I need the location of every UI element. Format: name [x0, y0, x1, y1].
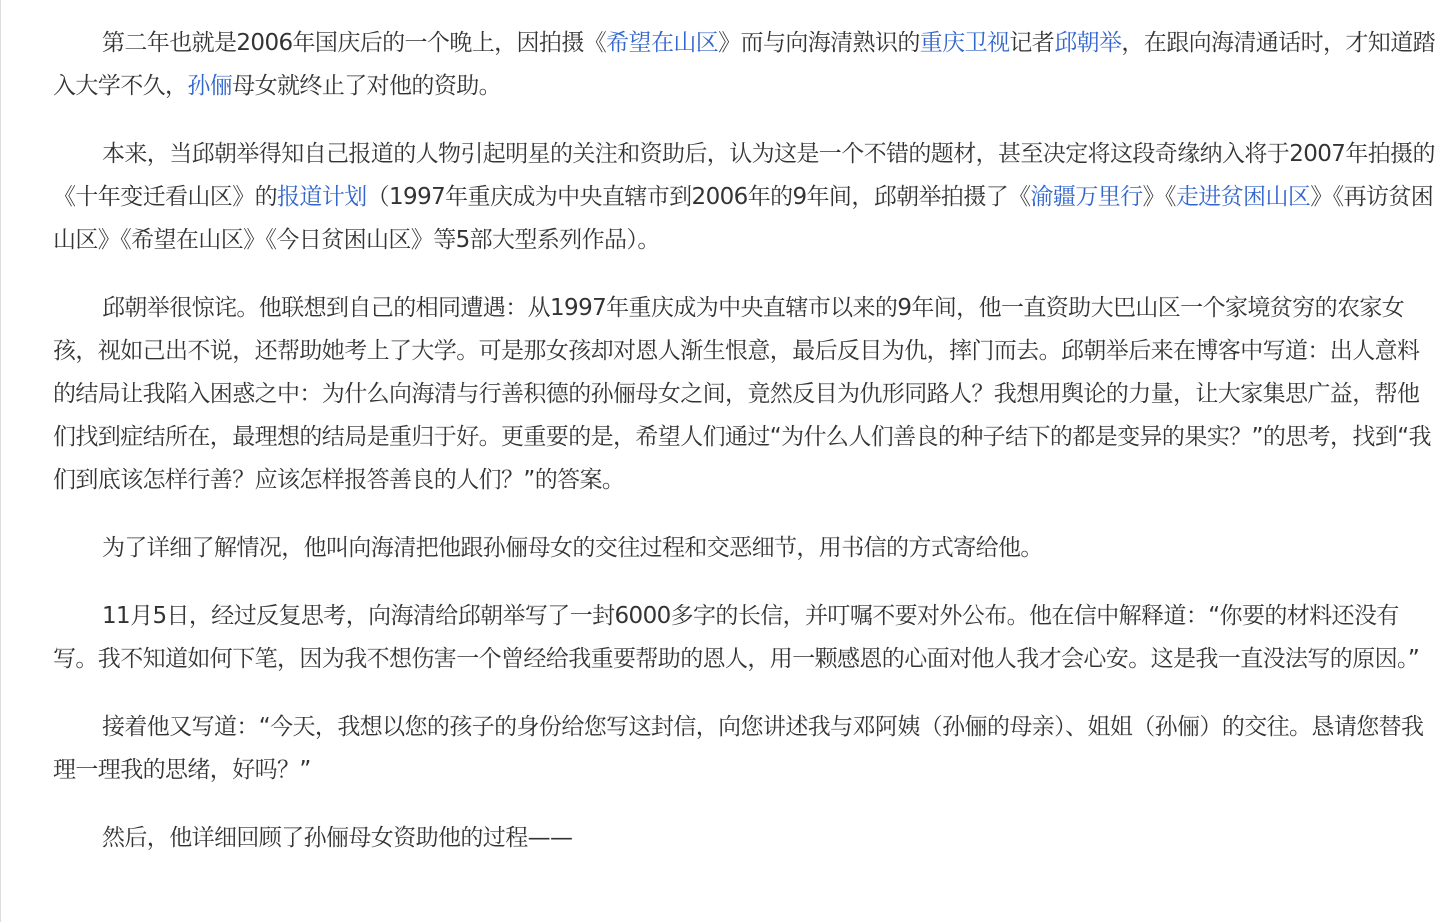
- p2-text-4: 》《再访贫困山区》《希望在山区》《今日贫困山区》等5部大型系列作品）。: [53, 184, 1434, 253]
- paragraph-4: 为了详细了解情况，他叫向海清把他跟孙俪母女的交往过程和交恶细节，用书信的方式寄给他。: [102, 535, 1043, 561]
- p1-text-2: 》而与向海清熟识的: [718, 30, 920, 56]
- paragraph-7: 然后，他详细回顾了孙俪母女资助他的过程——: [102, 825, 573, 851]
- article-body: [53, 22, 1437, 885]
- link-yujiang-wanlixing[interactable]: 渝疆万里行: [1030, 184, 1143, 210]
- p1-text-3: 记者: [1009, 30, 1055, 56]
- page-left-border: [0, 0, 1, 922]
- link-qiu-chaoju[interactable]: 邱朝举: [1054, 30, 1122, 56]
- p1-text-4: ，在跟向海清通话时，才知道踏入大学不久，: [53, 30, 1435, 99]
- link-sun-li[interactable]: 孙俪: [187, 73, 233, 99]
- p1-text-1: 第二年也就是2006年国庆后的一个晚上，因拍摄《: [102, 30, 607, 56]
- paragraph-2: [53, 133, 1437, 262]
- link-zoujin-pinkun-shanqu[interactable]: 走进贫困山区: [1175, 184, 1311, 210]
- paragraph-3: 邱朝举很惊诧。他联想到自己的相同遭遇：从1997年重庆成为中央直辖市以来的9年间，他一直资助大巴山区一个家境贫穷的农家女孩，视如己出不说，还帮助她考上了大学。可是那女孩却对恩人渐生恨意，最后反目为仇，摔门而去。邱朝举后来在博客中写道：出人意料的结局让我陷入困惑之中：为什么向海清与行善积德的孙俪母女之间，竟然反目为仇形同路人？我想用舆论的力量，让大家集思广益，帮他们找到症结所在，最理想的结局是重归于好。更重要的是，希望人们通过“为什么人们善良的种子结下的都是变异的果实？”的思考，找到“我们到底该怎样行善？应该怎样报答善良的人们？”的答案。: [53, 295, 1431, 493]
- paragraph-6: 接着他又写道：“今天，我想以您的孩子的身份给您写这封信，向您讲述我与邓阿姨（孙俪的母亲）、姐姐（孙俪）的交往。恳请您替我理一理我的思绪，好吗？”: [53, 714, 1424, 783]
- p2-text-3: 》《: [1142, 184, 1176, 210]
- paragraph-1: [53, 22, 1437, 108]
- p2-text-2: （1997年重庆成为中央直辖市到2006年的9年间，邱朝举拍摄了《: [366, 184, 1031, 210]
- link-xiwang-zai-shanqu[interactable]: 希望在山区: [606, 30, 719, 56]
- p2-text-1: 本来，当邱朝举得知自己报道的人物引起明星的关注和资助后，认为这是一个不错的题材，甚至决定将这段奇缘纳入将于2007年拍摄的《十年变迁看山区》的: [53, 141, 1435, 210]
- link-chongqing-weishi[interactable]: 重庆卫视: [919, 30, 1010, 56]
- paragraph-5: 11月5日，经过反复思考，向海清给邱朝举写了一封6000多字的长信，并叮嘱不要对外公布。他在信中解释道：“你要的材料还没有写。我不知道如何下笔，因为我不想伤害一个曾经给我重要帮助的恩人，用一颗感恩的心面对他人我才会心安。这是我一直没法写的原因。”: [53, 603, 1420, 672]
- link-baodao-jihua[interactable]: 报道计划: [277, 184, 367, 210]
- p1-text-5: 母女就终止了对他的资助。: [232, 73, 502, 99]
